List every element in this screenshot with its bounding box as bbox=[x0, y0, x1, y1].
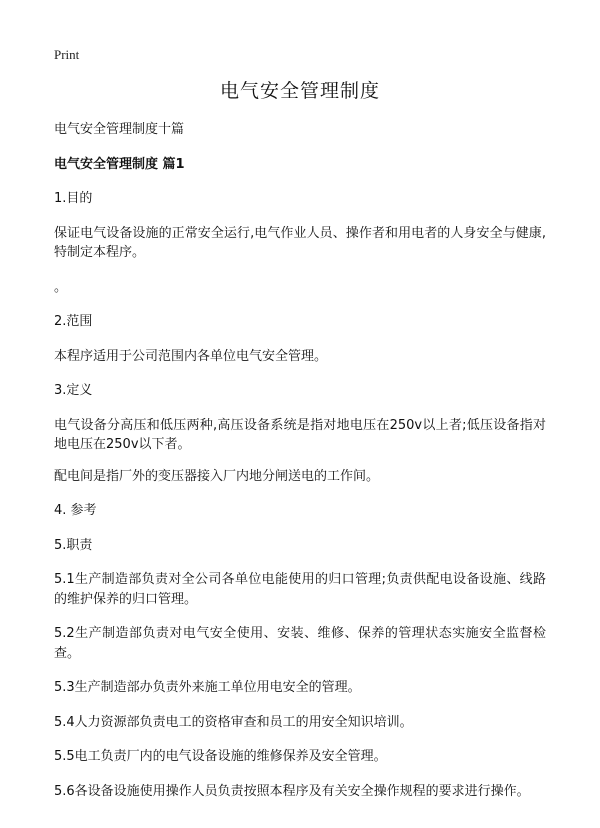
paragraph-definition-distribution-room: 配电间是指厂外的变压器接入厂内地分闸送电的工作间。 bbox=[54, 468, 380, 484]
paragraph-duty-5-5: 5.5电工负责厂内的电气设备设施的维修保养及安全管理。 bbox=[54, 749, 387, 764]
paragraph-stray-punctuation: 。 bbox=[54, 279, 68, 295]
paragraph-duty-5-1: 5.1生产制造部负责对全公司各单位电能使用的归口管理;负责供配电设备设施、线路的维护保养的归口管理。 bbox=[54, 572, 546, 607]
paragraph-reference-heading: 4. 参考 bbox=[54, 503, 97, 518]
paragraph-purpose-heading: 1.目的 bbox=[54, 191, 93, 206]
paragraph-purpose-body: 保证电气设备设施的正常安全运行,电气作业人员、操作者和用电者的人身安全与健康,特制定本程序。 bbox=[54, 225, 546, 260]
paragraph-duty-5-3: 5.3生产制造部办负责外来施工单位用电安全的管理。 bbox=[54, 680, 361, 695]
page-title: 电气安全管理制度 bbox=[219, 80, 380, 102]
paragraph-duty-5-2: 5.2生产制造部负责对电气安全使用、安装、维修、保养的管理状态实施安全监督检查。 bbox=[54, 626, 546, 661]
paragraph-duty-5-6: 5.6各设备设施使用操作人员负责按照本程序及有关安全操作规程的要求进行操作。 bbox=[54, 783, 530, 799]
print-link[interactable]: Print bbox=[54, 47, 80, 62]
paragraph-duty-5-4: 5.4人力资源部负责电工的资格审查和员工的用安全知识培训。 bbox=[54, 714, 413, 730]
paragraph-definition-heading: 3.定义 bbox=[54, 383, 93, 398]
paragraph-scope-body: 本程序适用于公司范围内各单位电气安全管理。 bbox=[54, 348, 328, 364]
document-subtitle: 电气安全管理制度十篇 bbox=[54, 122, 185, 137]
paragraph-duties-heading: 5.职责 bbox=[54, 537, 93, 553]
section-heading: 电气安全管理制度 篇1 bbox=[54, 157, 185, 172]
paragraph-scope-heading: 2.范围 bbox=[54, 314, 93, 329]
paragraph-definition-voltage: 电气设备分高压和低压两种,高压设备系统是指对地电压在250v以上者;低压设备指对地电压在250v以下者。 bbox=[54, 417, 546, 452]
